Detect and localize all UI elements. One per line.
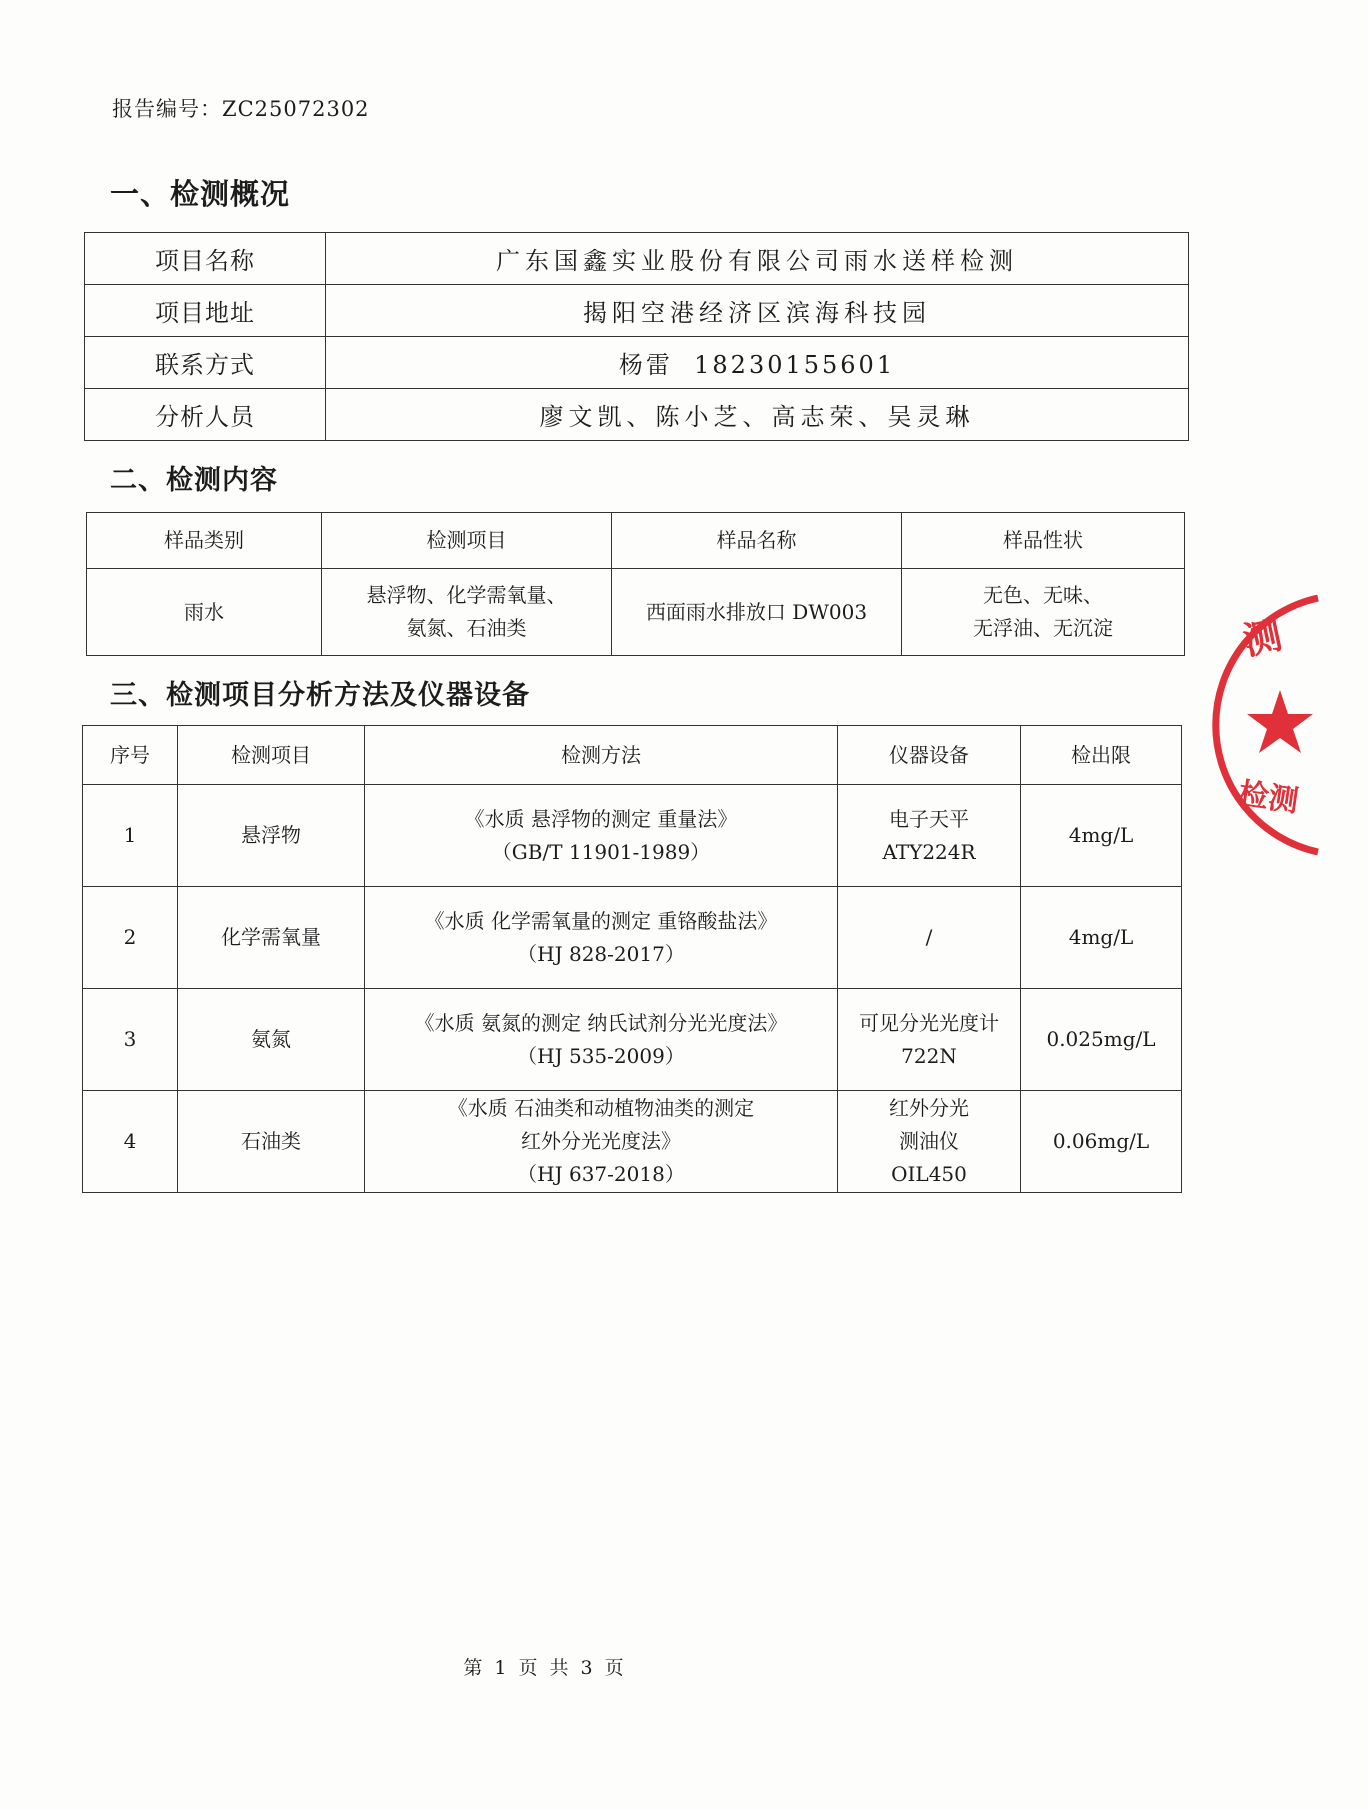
row-equipment (838, 785, 1021, 887)
row-limit: 4mg/L (1021, 785, 1182, 887)
table-row (83, 989, 1182, 1091)
table-row (83, 887, 1182, 989)
row-method (365, 887, 838, 989)
table-header-row (87, 513, 1185, 569)
svg-text:检测: 检测 (1236, 776, 1301, 820)
overview-table (84, 232, 1189, 441)
table-row (85, 285, 1189, 337)
sample-state-line: 无色、无味、 (983, 583, 1103, 607)
page-number: 第 1 页 共 3 页 (463, 1657, 627, 1679)
row-method (365, 989, 838, 1091)
equipment-line: OIL450 (891, 1162, 967, 1186)
method-line: 《水质 石油类和动植物油类的测定 (447, 1096, 755, 1120)
row-no: 2 (83, 887, 178, 989)
sample-name: 西面雨水排放口 DW003 (612, 569, 902, 656)
header-method: 检测方法 (365, 726, 838, 785)
analysts-label: 分析人员 (85, 389, 326, 441)
header-no: 序号 (83, 726, 178, 785)
row-no: 1 (83, 785, 178, 887)
table-header-row (83, 726, 1182, 785)
row-no: 4 (83, 1091, 178, 1193)
equipment-line: ATY224R (882, 839, 976, 864)
header-test-items: 检测项目 (322, 513, 612, 569)
header-limit: 检出限 (1021, 726, 1182, 785)
red-seal-stamp (1238, 590, 1368, 860)
equipment-line: 红外分光 (889, 1096, 969, 1120)
header-sample-state: 样品性状 (902, 513, 1185, 569)
equipment-line: 可见分光光度计 (859, 1010, 999, 1035)
table-row (83, 1091, 1182, 1193)
contact-label: 联系方式 (85, 337, 326, 389)
table-row (85, 389, 1189, 441)
row-equipment (838, 989, 1021, 1091)
header-item: 检测项目 (178, 726, 365, 785)
header-sample-name: 样品名称 (612, 513, 902, 569)
table-row (85, 233, 1189, 285)
header-equipment: 仪器设备 (838, 726, 1021, 785)
method-line: （GB/T 11901-1989） (491, 839, 711, 864)
methods-table (82, 725, 1182, 1193)
test-items-line: 悬浮物、化学需氧量、 (366, 583, 567, 607)
equipment-line: 测油仪 (899, 1129, 959, 1153)
sample-state (902, 569, 1185, 656)
equipment-line: 电子天平 (889, 806, 969, 831)
row-method (365, 785, 838, 887)
sample-category: 雨水 (87, 569, 322, 656)
method-line: 《水质 化学需氧量的测定 重铬酸盐法》 (424, 908, 778, 933)
equipment-line: / (925, 925, 933, 949)
method-line: （HJ 637-2018） (517, 1162, 685, 1186)
header-sample-category: 样品类别 (87, 513, 322, 569)
row-item: 氨氮 (178, 989, 365, 1091)
method-line: 《水质 氨氮的测定 纳氏试剂分光光度法》 (414, 1010, 788, 1035)
row-item: 石油类 (178, 1091, 365, 1193)
project-name-value: 广东国鑫实业股份有限公司雨水送样检测 (326, 233, 1189, 285)
project-name-label: 项目名称 (85, 233, 326, 285)
row-item: 悬浮物 (178, 785, 365, 887)
table-row (83, 785, 1182, 887)
svg-text:测: 测 (1239, 612, 1286, 664)
method-line: 红外分光光度法》 (521, 1129, 681, 1153)
row-equipment (838, 887, 1021, 989)
analysts-value: 廖文凯、陈小芝、高志荣、吴灵琳 (326, 389, 1189, 441)
project-address-label: 项目地址 (85, 285, 326, 337)
method-line: 《水质 悬浮物的测定 重量法》 (464, 806, 738, 831)
project-address-value: 揭阳空港经济区滨海科技园 (326, 285, 1189, 337)
section-3-title: 三、检测项目分析方法及仪器设备 (110, 680, 530, 711)
equipment-line: 722N (901, 1043, 957, 1068)
method-line: （HJ 535-2009） (517, 1043, 685, 1068)
method-line: （HJ 828-2017） (517, 941, 685, 966)
row-equipment (838, 1091, 1021, 1193)
report-number: 报告编号：ZC25072302 (112, 97, 370, 121)
section-1-title: 一、检测概况 (110, 177, 291, 211)
table-row (87, 569, 1185, 656)
row-method (365, 1091, 838, 1193)
test-content-table (86, 512, 1185, 656)
sample-state-line: 无浮油、无沉淀 (973, 616, 1113, 640)
row-limit: 4mg/L (1021, 887, 1182, 989)
row-item: 化学需氧量 (178, 887, 365, 989)
test-items (322, 569, 612, 656)
table-row (85, 337, 1189, 389)
row-no: 3 (83, 989, 178, 1091)
contact-value: 杨雷 18230155601 (326, 337, 1189, 389)
row-limit: 0.025mg/L (1021, 989, 1182, 1091)
section-2-title: 二、检测内容 (110, 465, 278, 496)
row-limit: 0.06mg/L (1021, 1091, 1182, 1193)
test-items-line: 氨氮、石油类 (406, 616, 527, 640)
